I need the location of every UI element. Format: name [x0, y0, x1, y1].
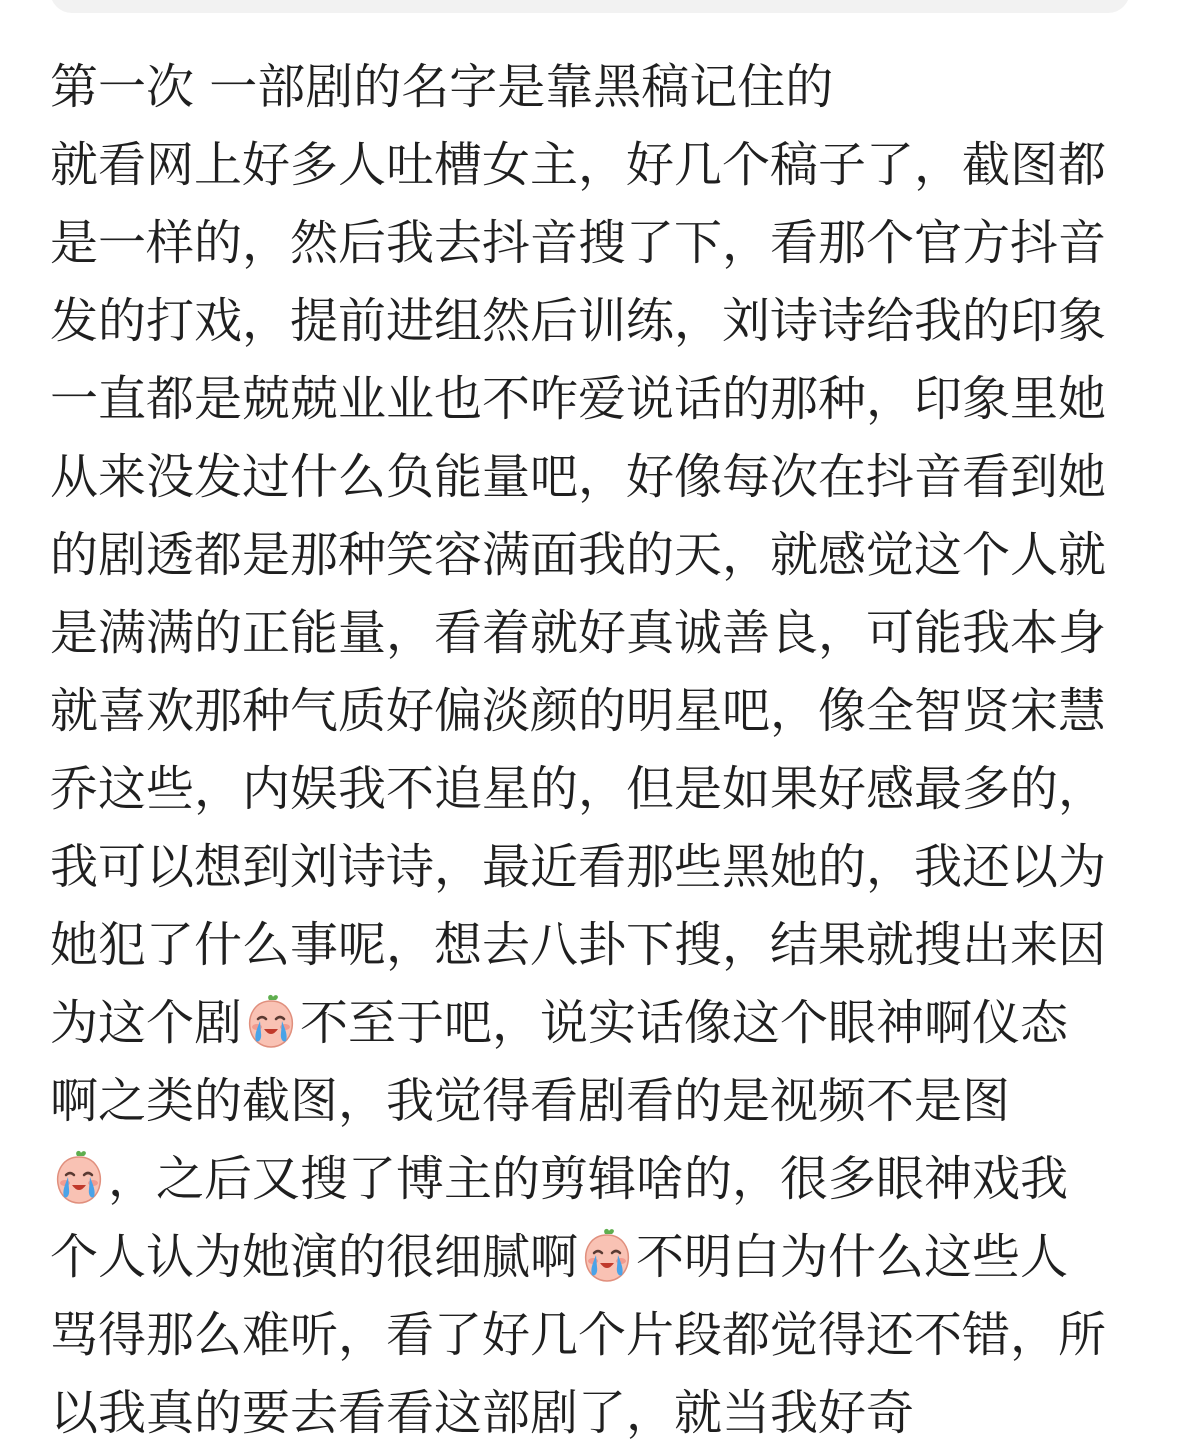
crying-peach-emoji-icon: [50, 1147, 108, 1205]
post-line: 啊之类的截图，我觉得看剧看的是视频不是图: [50, 1073, 1011, 1129]
post-line: 一直都是兢兢业业也不咋爱说话的那种，印象里她: [50, 371, 1107, 427]
previous-card-edge: [50, 0, 1130, 13]
post-line: 为这个剧 不至于吧，说实话像这个眼神啊仪态: [50, 984, 1130, 1062]
post-line: 以我真的要去看看这部剧了，就当我好奇: [50, 1385, 915, 1441]
post-line: ，之后又搜了博主的剪辑啥的，很多眼神戏我: [50, 1140, 1130, 1218]
post-line: 骂得那么难听，看了好几个片段都觉得还不错，所: [50, 1307, 1107, 1363]
crying-peach-emoji-icon: [578, 1225, 636, 1283]
post-body: [50, 48, 1130, 1452]
post-line: 个人认为她演的很细腻啊 不明白为什么这些人: [50, 1218, 1130, 1296]
post-line: 就喜欢那种气质好偏淡颜的明星吧，像全智贤宋慧: [50, 683, 1107, 739]
crying-peach-emoji-icon: [242, 991, 300, 1049]
post-line: 她犯了什么事呢，想去八卦下搜，结果就搜出来因: [50, 917, 1107, 973]
post-line: 是一样的，然后我去抖音搜了下，看那个官方抖音: [50, 215, 1107, 271]
post-line: 乔这些，内娱我不追星的，但是如果好感最多的，: [50, 761, 1107, 817]
post-line: 就看网上好多人吐槽女主，好几个稿子了，截图都: [50, 137, 1107, 193]
post-line: 发的打戏，提前进组然后训练，刘诗诗给我的印象: [50, 293, 1107, 349]
post-title: 第一次 一部剧的名字是靠黑稿记住的: [50, 59, 834, 115]
post-line: 是满满的正能量，看着就好真诚善良，可能我本身: [50, 605, 1107, 661]
post-line: 从来没发过什么负能量吧，好像每次在抖音看到她: [50, 449, 1107, 505]
post-line: 我可以想到刘诗诗，最近看那些黑她的，我还以为: [50, 839, 1107, 895]
post-line: 的剧透都是那种笑容满面我的天，就感觉这个人就: [50, 527, 1107, 583]
